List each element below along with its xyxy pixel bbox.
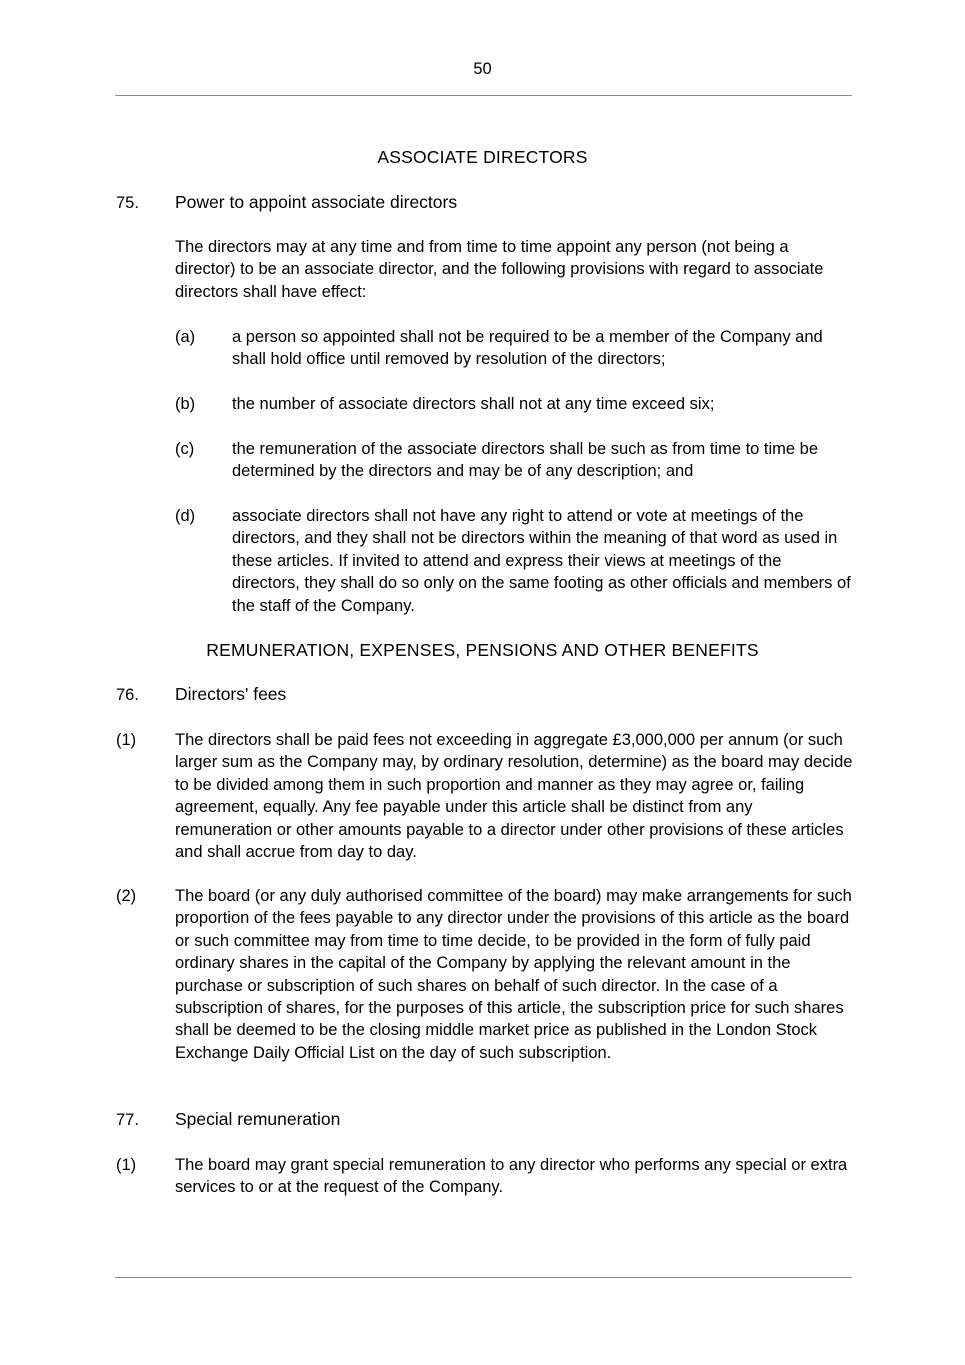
paragraph-label-77-1: (1) bbox=[116, 1156, 137, 1174]
paragraph-text-76-2: The board (or any duly authorised committee of the board) may make arrangements for such proportion of the fees payable to any director under the provisions of this article as the board or such committee may from time to time decide, to be provided in the form of fully paid ordinary shares in the capital of the Company by applying the relevant amount in the purchase or subscription of such shares on behalf of such director. In the case of a subscription of shares, for the purposes of this article, the subscription price for such shares shall be deemed to be the closing middle market price as published in the London Stock Exchange Daily Official List on the day of such subscription. bbox=[175, 887, 852, 1062]
item-text-a: a person so appointed shall not be required to be a member of the Company and shall hold office until removed by resolution of the directors; bbox=[232, 328, 823, 369]
item-label-b: (b) bbox=[175, 395, 196, 413]
item-text-c: the remuneration of the associate directors shall be such as from time to time be determined by the directors and may be of any description; and bbox=[232, 440, 819, 481]
page-number: 50 bbox=[473, 60, 492, 78]
header-rule bbox=[115, 95, 852, 96]
item-label-d: (d) bbox=[175, 507, 196, 525]
section-heading-remuneration: REMUNERATION, EXPENSES, PENSIONS AND OTHER BENEFITS bbox=[206, 640, 759, 660]
paragraph-label-76-2: (2) bbox=[116, 887, 137, 905]
article-title-77: Special remuneration bbox=[175, 1109, 341, 1129]
section-heading-associate-directors: ASSOCIATE DIRECTORS bbox=[377, 147, 588, 167]
item-text-b: the number of associate directors shall not at any time exceed six; bbox=[232, 395, 715, 413]
item-label-c: (c) bbox=[175, 440, 195, 458]
item-label-a: (a) bbox=[175, 328, 196, 346]
article-title-76: Directors' fees bbox=[175, 684, 287, 704]
article-number-75: 75. bbox=[116, 194, 139, 212]
paragraph-text-77-1: The board may grant special remuneration to any director who performs any special or extra services to or at the request of the Company. bbox=[175, 1156, 848, 1197]
paragraph-label-76-1: (1) bbox=[116, 731, 137, 749]
article-number-76: 76. bbox=[116, 686, 139, 704]
article-title-75: Power to appoint associate directors bbox=[175, 192, 458, 212]
article-number-77: 77. bbox=[116, 1111, 139, 1129]
paragraph-text-76-1: The directors shall be paid fees not exceeding in aggregate £3,000,000 per annum (or such larger sum as the Company may, by ordinary resolution, determine) as the board may decide to be divided among them in such proportion and manner as they may agree or, failing agreement, equally. Any fee payable under this article shall be distinct from any remuneration or other amounts payable to a director under other provisions of these articles and shall accrue from day to day. bbox=[175, 731, 853, 862]
footer-rule bbox=[115, 1277, 852, 1278]
article-75-intro: The directors may at any time and from time to time appoint any person (not being a director) to be an associate director, and the following provisions with regard to associate directors shall have effect: bbox=[175, 238, 824, 301]
item-text-d: associate directors shall not have any right to attend or vote at meetings of the directors, and they shall not be directors within the meaning of that word as used in these articles. If invited to attend and express their views at meetings of the directors, they shall do so only on the same footing as other officials and members of the staff of the Company. bbox=[232, 507, 851, 615]
